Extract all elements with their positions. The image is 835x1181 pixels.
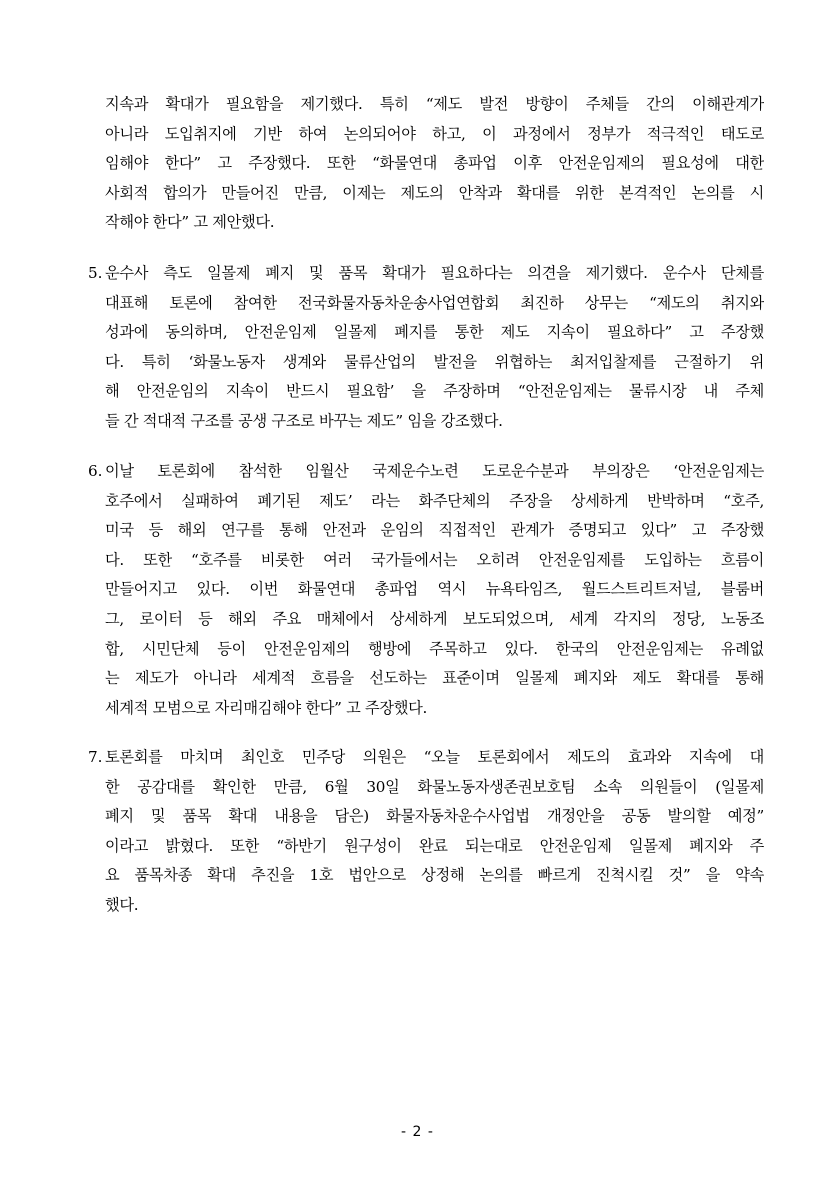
text-line: 임해야 한다” 고 주장했다. 또한 “화물연대 총파업 이후 안전운임제의 필요성에 대한 — [105, 154, 764, 173]
text-line: 요 품목차종 확대 추진을 1호 법안으로 상정해 논의를 빠르게 진척시킬 것” 을 약속 — [105, 866, 764, 885]
text-line: 다. 또한 “호주를 비롯한 여러 국가들에서는 오히려 안전운임제를 도입하는 흐름이 — [105, 550, 764, 569]
text-line: 폐지 및 품목 확대 내용을 담은) 화물자동차운수사업법 개정안을 공동 발의할 예정” — [105, 807, 764, 826]
list-item-7 — [105, 743, 764, 921]
text-line: 대표해 토론에 참여한 전국화물자동차운송사업연합회 최진하 상무는 “제도의 취지와 — [105, 293, 764, 312]
text-line: 사회적 합의가 만들어진 만큼, 이제는 제도의 안착과 확대를 위한 본격적인 논의를 시 — [105, 183, 764, 202]
text-line: 한 공감대를 확인한 만큼, 6월 30일 화물노동자생존권보호팀 소속 의원들이 (일몰제 — [105, 777, 764, 796]
text-line: 호주에서 실패하여 폐기된 제도’ 라는 화주단체의 주장을 상세하게 반박하며 “호주, — [105, 491, 764, 510]
text-line: 했다. — [105, 895, 139, 914]
text-line: 운수사 측도 일몰제 폐지 및 품목 확대가 필요하다는 의견을 제기했다. 운수사 단체를 — [105, 264, 764, 282]
text-line: 아니라 도입취지에 기반 하여 논의되어야 하고, 이 과정에서 정부가 적극적인 태도로 — [105, 124, 764, 143]
text-line: 작해야 한다” 고 제안했다. — [105, 213, 275, 232]
paragraph-continuation — [105, 90, 764, 238]
text-line: 는 제도가 아니라 세계적 흐름을 선도하는 표준이며 일몰제 폐지와 제도 확대를 통해 — [105, 669, 764, 688]
list-number: 6. — [88, 462, 103, 480]
page-number: - 2 - — [401, 1124, 434, 1140]
text-line: 해 안전운임의 지속이 반드시 필요함’ 을 주장하며 “안전운임제는 물류시장 내 주체 — [105, 382, 764, 401]
text-line: 만들어지고 있다. 이번 화물연대 총파업 역시 뉴욕타임즈, 월드스트리트저널, 블룸버 — [105, 580, 764, 599]
text-line: 지속과 확대가 필요함을 제기했다. 특히 “제도 발전 방향이 주체들 간의 이해관계가 — [105, 95, 764, 113]
text-line: 그, 로이터 등 해외 주요 매체에서 상세하게 보도되었으며, 세계 각지의 정당, 노동조 — [105, 609, 764, 628]
text-line: 다. 특히 ‘화물노동자 생계와 물류산업의 발전을 위협하는 최저입찰제를 근절하기 위 — [105, 352, 764, 371]
text-line: 세계적 모범으로 자리매김해야 한다” 고 주장했다. — [105, 698, 428, 717]
list-number: 7. — [88, 748, 103, 766]
text-line: 합, 시민단체 등이 안전운임제의 행방에 주목하고 있다. 한국의 안전운임제는 유례없 — [105, 639, 764, 658]
text-line: 이날 토론회에 참석한 임월산 국제운수노련 도로운수분과 부의장은 ‘안전운임제는 — [105, 462, 764, 480]
list-item-5 — [105, 259, 764, 437]
text-line: 미국 등 해외 연구를 통해 안전과 운임의 직접적인 관계가 증명되고 있다” 고 주장했 — [105, 521, 764, 540]
text-line: 들 간 적대적 구조를 공생 구조로 바꾸는 제도” 임을 강조했다. — [105, 411, 503, 430]
text-line: 성과에 동의하며, 안전운임제 일몰제 폐지를 통한 제도 지속이 필요하다” 고 주장했 — [105, 323, 764, 342]
list-item-6 — [105, 457, 764, 723]
text-line: 토론회를 마치며 최인호 민주당 의원은 “오늘 토론회에서 제도의 효과와 지속에 대 — [105, 748, 764, 766]
list-number: 5. — [88, 264, 103, 282]
text-line: 이라고 밝혔다. 또한 “하반기 원구성이 완료 되는대로 안전운임제 일몰제 폐지와 주 — [105, 836, 764, 855]
